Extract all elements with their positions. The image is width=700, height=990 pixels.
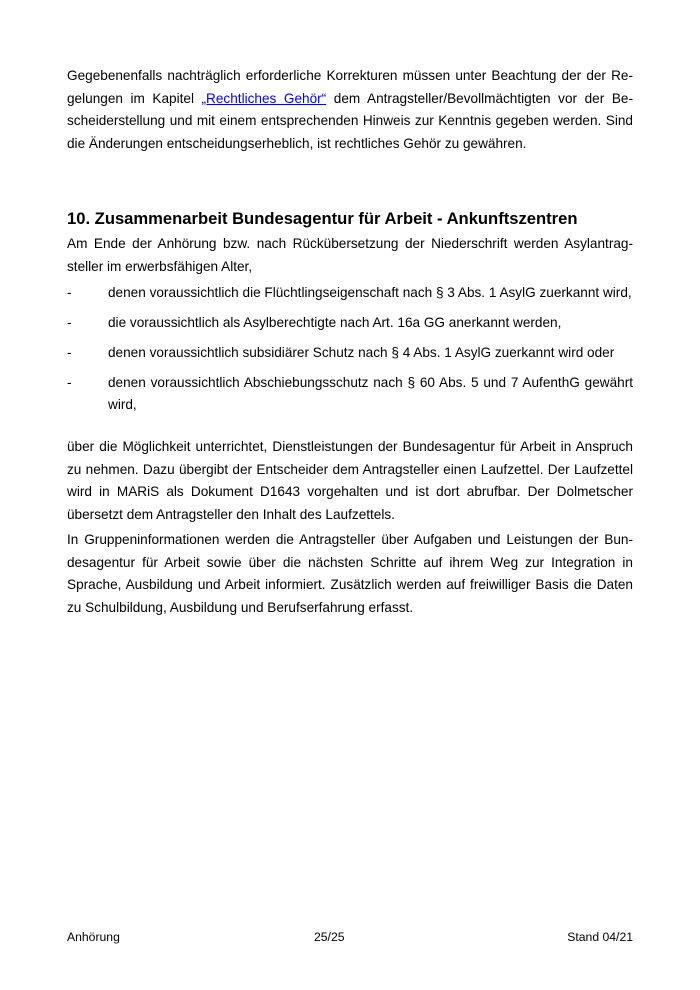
rechtliches-gehoer-link[interactable]: „Rechtliches Gehör“ (201, 90, 327, 106)
bullet-text: die voraussichtlich als Asylberechtigte nach Art. 16a GG anerkannt werden, (108, 315, 562, 330)
footer-page-number: 25/25 (314, 930, 345, 944)
list-item (67, 342, 633, 364)
body-paragraph-laufzettel: über die Möglichkeit unterrichtet, Dienstleistungen der Bundesagentur für Arbeit in Anspruch zu nehmen. Dazu übergibt der Entscheider dem Antragsteller einen Laufzettel. Der Laufzettel wird in MARiS als Dokument D1643 vorgehalten und ist dort abrufbar. Der Dolmetscher übersetzt dem Antragsteller den Inhalt des Laufzettels. (67, 439, 633, 522)
bullet-dash: - (67, 285, 72, 300)
document-page (67, 0, 633, 990)
footer-version: Stand 04/21 (567, 930, 633, 944)
intro-paragraph (67, 65, 633, 155)
bullet-dash: - (67, 375, 72, 390)
bullet-text: denen voraussichtlich Abschiebungsschutz nach § 60 Abs. 5 und 7 AufenthG gewährt wird, (108, 375, 633, 412)
section-lead-paragraph: Am Ende der Anhörung bzw. nach Rückübersetzung der Niederschrift werden Asylantragsteller im erwerbsfähigen Alter, (67, 236, 633, 274)
intro-text-before-link: Gegebenenfalls nachträglich erforderliche Korrekturen müssen unter Beachtung der der Regelungen im Kapitel (67, 68, 633, 106)
bullet-dash: - (67, 315, 72, 330)
bullet-text: denen voraussichtlich subsidiärer Schutz nach § 4 Abs. 1 AsylG zuerkannt wird oder (108, 345, 615, 360)
list-item (67, 282, 633, 304)
bullet-text: denen voraussichtlich die Flüchtlingseigenschaft nach § 3 Abs. 1 AsylG zuerkannt wird, (108, 285, 632, 300)
bullet-dash: - (67, 345, 72, 360)
list-item (67, 372, 633, 416)
page-footer (67, 930, 633, 950)
bullet-list (67, 282, 633, 424)
list-item (67, 312, 633, 334)
section-heading: 10. Zusammenarbeit Bundesagentur für Arbeit - Ankunftszentren (67, 209, 578, 228)
footer-document-title: Anhörung (67, 930, 120, 944)
intro-text-after-link: dem Antragsteller/Bevollmächtigten vor der Bescheiderstellung und mit einem entsprechenden Hinweis zur Kenntnis gegeben werden. Sind die Änderungen entscheidungserheblich, ist rechtliches Gehör zu gewähren. (67, 90, 633, 151)
body-paragraph-gruppeninformationen: In Gruppeninformationen werden die Antragsteller über Aufgaben und Leistungen der Bundesagentur für Arbeit sowie über die nächsten Schritte auf ihrem Weg zur Integration in Sprache, Ausbildung und Arbeit informiert. Zusätzlich werden auf freiwilliger Basis die Daten zu Schulbildung, Ausbildung und Berufserfahrung erfasst. (67, 532, 633, 615)
